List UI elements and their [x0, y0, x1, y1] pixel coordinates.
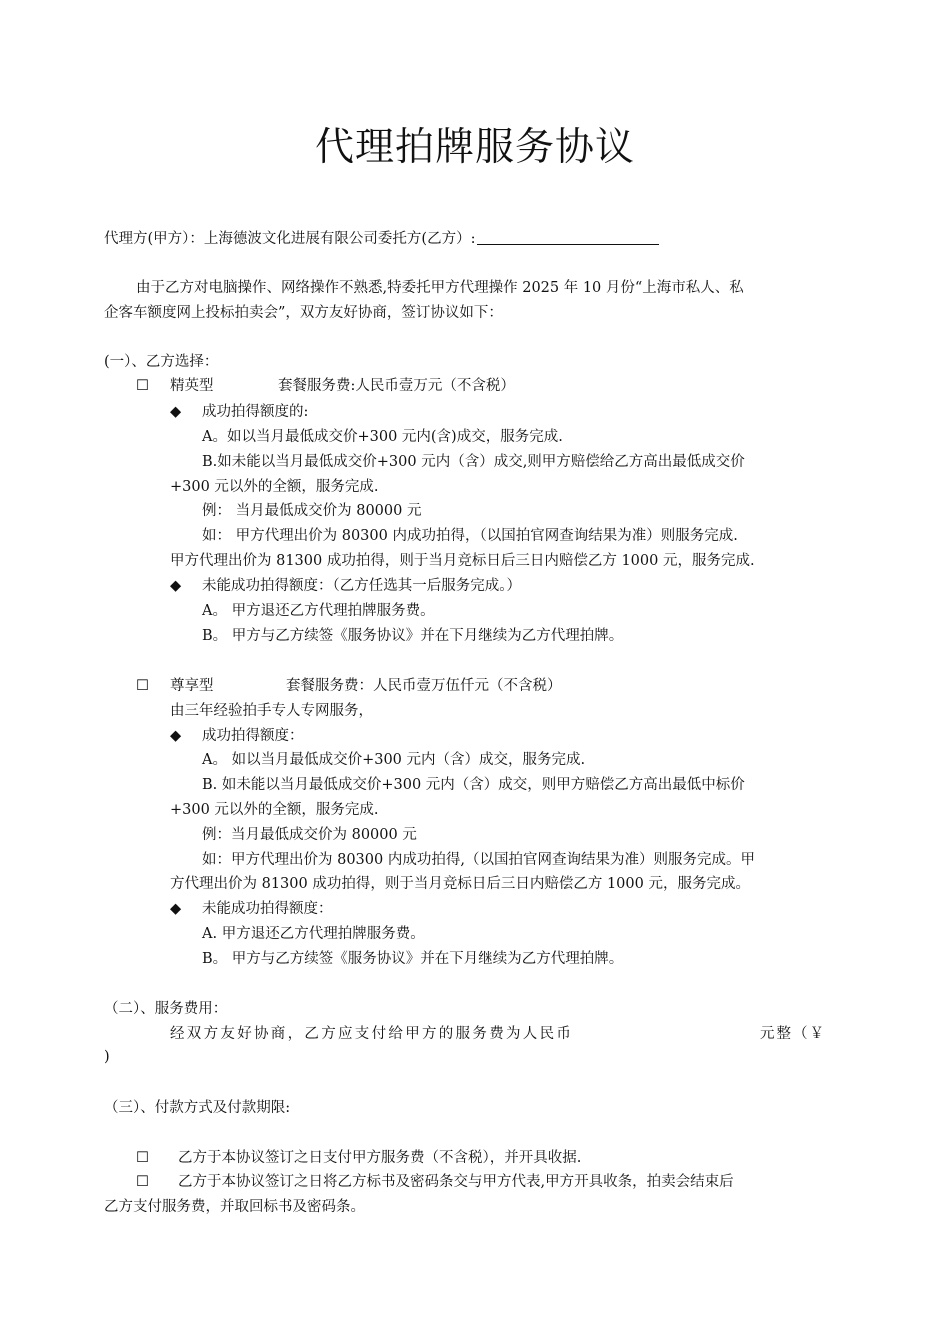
- premium-clause-b-2: +300 元以外的全额，服务完成.: [170, 802, 379, 818]
- intro-line-1: 由于乙方对电脑操作、网络操作不熟悉,特委托甲方代理操作 2025 年 10 月份“上海市私人、私: [136, 280, 744, 296]
- premium-example-1: 例：当月最低成交价为 80000 元: [202, 827, 417, 843]
- client-name-blank[interactable]: [477, 230, 659, 245]
- section1-heading: (一）、乙方选择：: [104, 354, 219, 370]
- intro-line-2: 企客车额度网上投标拍卖会”，双方友好协商，签订协议如下：: [104, 305, 503, 321]
- bullet-icon: ◆: [170, 728, 182, 744]
- payment-option-1: 乙方于本协议签订之日支付甲方服务费（不含税），并开具收据.: [178, 1150, 582, 1166]
- premium-example-2: 如：甲方代理出价为 80300 内成功拍得,（以国拍官网查询结果为准）则服务完成。甲: [202, 852, 755, 868]
- premium-fail-a: A. 甲方退还乙方代理拍牌服务费。: [202, 926, 425, 942]
- elite-fail-title: 未能成功拍得额度：（乙方任选其一后服务完成。）: [202, 578, 521, 594]
- elite-example-3: 甲方代理出价为 81300 成功拍得，则于当月竞标日后三日内赔偿乙方 1000 元，服务完成.: [170, 553, 755, 569]
- section3-heading: （三）、付款方式及付款期限:: [104, 1100, 291, 1116]
- bullet-icon: ◆: [170, 404, 182, 420]
- bullet-icon: ◆: [170, 901, 182, 917]
- elite-clause-b-1: B.如未能以当月最低成交价+300 元内（含）成交,则甲方赔偿给乙方高出最低成交价: [202, 454, 745, 470]
- premium-fail-b: B。 甲方与乙方续签《服务协议》并在下月继续为乙方代理拍牌。: [202, 951, 624, 967]
- elite-fail-b: B。 甲方与乙方续签《服务协议》并在下月继续为乙方代理拍牌。: [202, 628, 624, 644]
- premium-description: 由三年经验拍手专人专网服务，: [170, 703, 373, 719]
- elite-example-2: 如： 甲方代理出价为 80300 内成功拍得，（以国拍官网查询结果为准）则服务完成.: [202, 528, 738, 544]
- premium-clause-b-1: B. 如未能以当月最低成交价+300 元内（含）成交，则甲方赔偿乙方高出最低中标价: [202, 777, 745, 793]
- premium-clause-a: A。 如以当月最低成交价+300 元内（含）成交，服务完成.: [202, 752, 586, 768]
- elite-clause-b-2: +300 元以外的全额，服务完成.: [170, 479, 379, 495]
- service-fee-unit: 元整（￥: [760, 1026, 826, 1042]
- elite-checkbox[interactable]: ☐: [136, 378, 149, 394]
- premium-fail-title: 未能成功拍得额度：: [202, 901, 333, 917]
- elite-fee: 套餐服务费:人民币壹万元（不含税）: [278, 378, 515, 394]
- payment-option-2-line-1: 乙方于本协议签订之日将乙方标书及密码条交与甲方代表,甲方开具收条，拍卖会结束后: [178, 1174, 734, 1190]
- service-fee-text: 经双方友好协商，乙方应支付给甲方的服务费为人民币: [170, 1026, 574, 1042]
- document-title: 代理拍牌服务协议: [314, 125, 635, 170]
- elite-clause-a: A。如以当月最低成交价+300 元内(含)成交，服务完成.: [202, 429, 563, 445]
- agent-party: 代理方(甲方）：上海德波文化进展有限公司: [104, 231, 378, 247]
- premium-name: 尊享型: [170, 678, 214, 694]
- elite-name: 精英型: [170, 378, 214, 394]
- elite-success-title: 成功拍得额度的:: [202, 404, 309, 420]
- bullet-icon: ◆: [170, 578, 182, 594]
- premium-example-3: 方代理出价为 81300 成功拍得，则于当月竞标日后三日内赔偿乙方 1000 元，服务完成。: [170, 876, 750, 892]
- parties-line: [104, 229, 659, 249]
- client-party-label: 委托方(乙方）:: [377, 231, 476, 247]
- service-fee-close: ): [104, 1049, 110, 1065]
- payment-option-1-checkbox[interactable]: ☐: [136, 1150, 149, 1166]
- section2-heading: （二）、服务费用：: [104, 1001, 228, 1017]
- premium-fee: 套餐服务费：人民币壹万伍仟元（不含税）: [286, 678, 562, 694]
- premium-checkbox[interactable]: ☐: [136, 678, 149, 694]
- payment-option-2-line-2: 乙方支付服务费，并取回标书及密码条。: [104, 1199, 365, 1215]
- premium-success-title: 成功拍得额度：: [202, 728, 304, 744]
- elite-fail-a: A。 甲方退还乙方代理拍牌服务费。: [202, 603, 435, 619]
- elite-example-1: 例： 当月最低成交价为 80000 元: [202, 503, 422, 519]
- payment-option-2-checkbox[interactable]: ☐: [136, 1174, 149, 1190]
